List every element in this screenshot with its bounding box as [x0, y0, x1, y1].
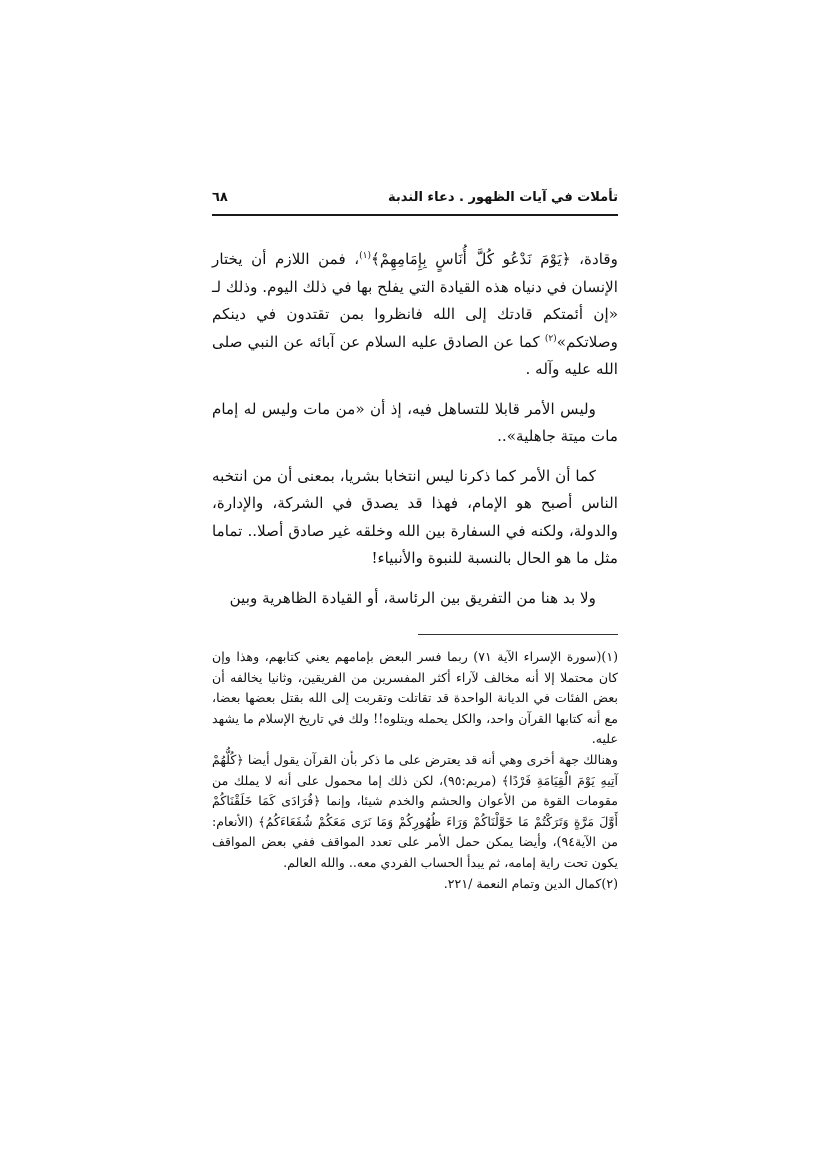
- footnote-2: (٢)كمال الدين وتمام النعمة /٢٢١.: [443, 875, 618, 891]
- paragraph-1-text: وقادة، ﴿يَوْمَ نَدْعُو كُلَّ أُنَاسٍ بِإِمَامِهِمْ﴾: [371, 250, 618, 268]
- footnote-1-continued: وهنالك جهة أخرى وهي أنه قد يعترض على ما ذكر بأن القرآن يقول أيضا ﴿كُلُّهُمْ آتِيهِ يَوْمَ الْقِيَامَةِ فَرْدًا﴾ (مريم:٩٥)، لكن ذلك إما محمول على أنه لا يملك من مقومات القوة من الأعوان والحشم والخدم شيئا، وإنما ﴿فُرَادَى كَمَا خَلَقْنَاكُمْ أَوَّلَ مَرَّةٍ وَتَرَكْتُمْ مَا خَوَّلْنَاكُمْ وَرَاءَ ظُهُورِكُمْ وَمَا نَرَى مَعَكُمْ شُفَعَاءَكُمُ﴾ (الأنعام: من الآية٩٤)، وأيضا يمكن حمل الأمر على تعدد المواقف ففي بعض المواقف يكون تحت راية إمامه، ثم يبدأ الحساب الفردي معه.. والله العالم.: [212, 751, 619, 870]
- paragraph-4: ولا بد هنا من التفريق بين الرئاسة، أو القيادة الظاهرية وبين: [229, 588, 596, 607]
- paragraph-1: [212, 246, 618, 384]
- paragraph-2: وليس الأمر قابلا للتساهل فيه، إذ أن «من مات وليس له إمام مات ميتة جاهلية»..: [212, 399, 618, 445]
- paragraph-3: كما أن الأمر كما ذكرنا ليس انتخابا بشريا، بمعنى أن من انتخبه الناس أصبح هو الإمام، فهذا قد يصدق في الشركة، والإدارة، والدولة، ولكنه في السفارة بين الله وخلقه غير صادق أصلا.. تماما مثل ما هو الحال بالنسبة للنبوة والأنبياء!: [212, 466, 618, 567]
- footnote-separator: [418, 634, 618, 635]
- book-page: [212, 188, 618, 894]
- footnote-ref-2: (٢): [544, 333, 557, 344]
- footnote-ref-1: (١): [359, 250, 372, 261]
- main-text: [212, 246, 618, 612]
- header-title: تأملات في آيات الظهور . دعاء الندبة: [387, 190, 618, 205]
- page-number: ٦٨: [212, 190, 228, 205]
- footnote-1: (١)(سورة الإسراء الآية ٧١) ربما فسر البعض بإمامهم يعني كتابهم، وهذا وإن كان محتملا إلا أنه مخالف لآراء أكثر المفسرين من الفريقين، وثانيا يخالفه أن بعض الفئات في الديانة الواحدة قد تقاتلت وتقربت إلى الله بقتل بعضها بعضا، مع أنه كتابها القرآن واحد، والكل يحمله ويتلوه!! ولك في تاريخ الإسلام ما يشهد عليه.: [212, 649, 618, 747]
- running-header: [212, 188, 618, 216]
- footnotes: [212, 647, 618, 894]
- paragraph-1-end: كما عن الصادق عليه السلام عن آبائه عن النبي صلى الله عليه وآله .: [212, 332, 618, 378]
- paragraph-1-continued: ، فمن اللازم أن يختار الإنسان في دنياه هذه القيادة التي يفلح بها في ذلك اليوم. وذلك لـ «إن أئمتكم قادتك إلى الله فانظروا بمن تقتدون في دينكم وصلاتكم»: [212, 250, 618, 351]
